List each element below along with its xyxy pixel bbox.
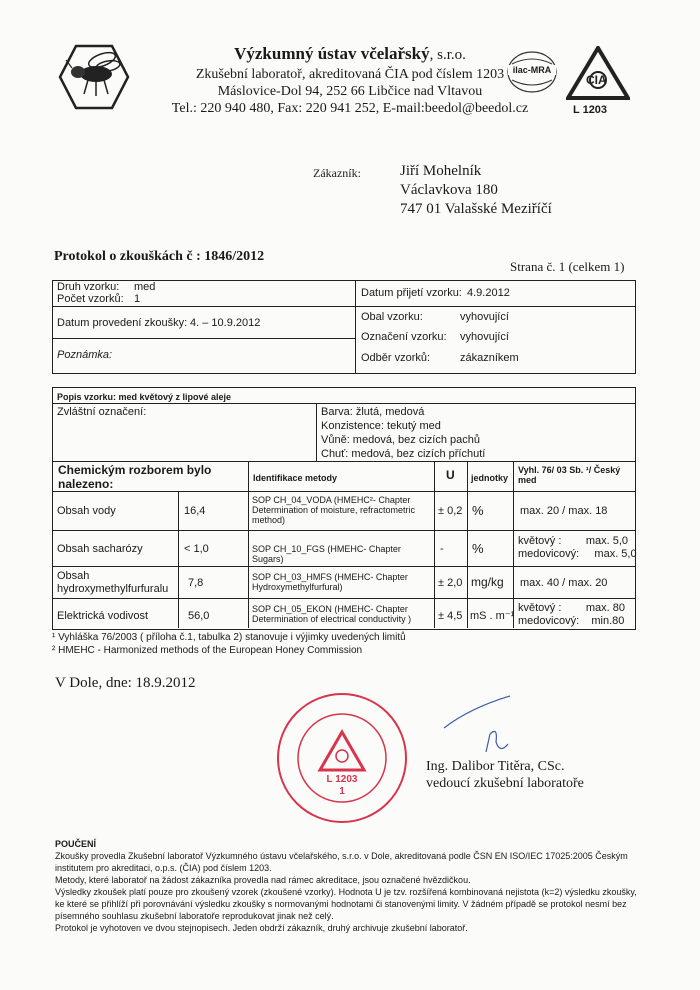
taste-description: Chuť: medová, bez cizích příchutí [321,448,486,460]
result-value: 7,8 [188,577,204,589]
protocol-title: Protokol o zkouškách č : 1846/2012 [54,249,265,264]
accreditation-logo [566,46,630,100]
result-method: SOP CH_03_HMFS (HMEHC- Chapter Hydroxymethylfurfural) [252,572,408,592]
sample-type-value: med [134,281,156,293]
org-line1: Zkušební laboratoř, akreditovaná ČIA pod číslem 1203 [195,67,505,82]
ilac-mra-logo: ilac-MRA [506,50,558,94]
received-date-label: Datum přijetí vzorku: [361,287,462,299]
sample-count-label: Počet vzorků: [57,293,124,305]
test-date-label: Datum provedení zkoušky: [57,317,188,329]
notice-title: POUČENÍ [55,839,97,849]
result-value: < 1,0 [184,543,209,555]
test-date-value: 4. – 10.9.2012 [190,317,261,329]
result-unit: mS . m⁻¹ [470,610,515,622]
result-name: Elektrická vodivost [57,610,149,622]
sample-count-value: 1 [134,293,141,305]
svg-text:CIA: CIA [586,73,607,87]
result-limit: květový : max. 80 [518,602,625,614]
official-stamp [272,688,412,828]
page-number: Strana č. 1 (celkem 1) [510,259,625,274]
footnote-1: ¹ Vyhláška 76/2003 ( příloha č.1, tabulka 2) stanovuje i výjimky uvedených limitů [52,632,406,643]
result-limit: medovicový: min.80 [518,615,625,627]
notice-line: Výsledky zkoušek platí pouze pro zkoušený vzorek (zkoušené vzorky). Hodnota U je tzv. rozšířená kombinovaná nejistota (k=2) výsledku zkoušky, [55,887,637,897]
result-uncertainty: ± 0,2 [438,505,463,517]
pack-value: vyhovující [460,311,509,323]
customer-street: Václavkova 180 [400,182,498,198]
customer-name: Jiří Mohelník [400,163,482,179]
accreditation-number: L 1203 [573,104,608,116]
result-method: SOP CH_04_VODA (HMEHC²- Chapter Determination of moisture, refractometric method) [252,495,416,525]
result-value: 56,0 [188,610,210,622]
result-limit: medovicový: max. 5,0 [518,548,637,560]
result-limit: max. 20 / max. 18 [520,505,608,517]
result-unit: % [472,503,484,518]
result-method: SOP CH_05_EKON (HMEHC- Chapter Determination of electrical conductivity ) [252,604,412,624]
result-unit: mg/kg [471,575,504,589]
place-date: V Dole, dne: 18.9.2012 [55,675,196,691]
stamp-digit: 1 [339,786,345,797]
consistency-description: Konzistence: tekutý med [321,420,441,432]
notice-line: ke které se přihlíží při porovnávání výsledku zkoušky s normovanými hodnotami či stanovenými limity. V žádném případě se protokol nesmí bez [55,899,627,909]
color-description: Barva: žlutá, medová [321,406,425,418]
signatory-role: vedoucí zkušební laboratoře [426,776,584,791]
sample-description: Popis vzorku: med květový z lipové aleje [57,392,232,402]
stamp-number: L 1203 [326,774,358,785]
notice-text [55,850,675,934]
results-header-units: jednotky [471,473,509,483]
result-uncertainty: ± 4,5 [438,610,463,622]
signatory-name: Ing. Dalibor Titěra, CSc. [426,759,565,774]
collection-label: Odběr vzorků: [361,352,431,364]
result-limit: max. 40 / max. 20 [520,577,608,589]
result-name: Obsah sacharózy [57,543,143,555]
result-unit: % [472,541,484,556]
results-header-found: Chemickým rozborem bylo nalezeno: [58,463,212,491]
org-name: Výzkumný ústav včelařský, s.r.o. [234,44,466,63]
result-limit: květový : max. 5,0 [518,535,629,547]
sample-type-label: Druh vzorku: [57,281,120,293]
notice-line: písemného souhlasu zkušební laboratoře reprodukovat jinak než celý. [55,911,334,921]
org-contact: Tel.: 220 940 480, Fax: 220 941 252, E-mail:beedol@beedol.cz [171,101,529,116]
notice-line: institutem pro akreditaci, o.p.s. (ČIA) pod číslem 1203. [55,863,272,873]
result-name: Obsah vody [57,505,116,517]
marking-label: Označení vzorku: [361,331,447,343]
pack-label: Obal vzorku: [361,311,423,323]
note-label: Poznámka: [57,349,113,361]
result-uncertainty: - [440,543,444,555]
notice-line: Zkoušky provedla Zkušební laboratoř Výzkumného ústavu včelařského, s.r.o. v Dole, akreditovaná podle ČSN EN ISO/IEC 17025:2005 Českým [55,851,628,861]
smell-description: Vůně: medová, bez cizích pachů [321,434,480,446]
org-address: Máslovice-Dol 94, 252 66 Libčice nad Vltavou [217,84,483,99]
results-header-limit: Vyhl. 76/ 03 Sb. ¹/ Český med [518,465,621,485]
result-value: 16,4 [184,505,206,517]
marking-value: vyhovující [460,331,509,343]
result-method: SOP CH_10_FGS (HMEHC- Chapter Sugars) [252,544,401,564]
collection-value: zákazníkem [460,352,519,364]
footnote-2: ² HMEHC - Harmonized methods of the European Honey Commission [52,645,363,656]
handwritten-signature [440,690,530,760]
special-marking-label: Zvláštní označení: [57,406,147,418]
results-header-u: U [446,468,455,482]
results-header-method: Identifikace metody [253,473,338,483]
result-uncertainty: ± 2,0 [438,577,463,589]
received-date-value: 4.9.2012 [467,287,510,299]
customer-city: 747 01 Valašské Meziříčí [400,201,552,217]
notice-line: Metody, které laboratoř na žádost zákazníka provedla nad rámec akreditace, jsou označené hvězdičkou. [55,875,471,885]
customer-label: Zákazník: [313,166,361,180]
notice-line: Protokol je vyhotoven ve dvou stejnopisech. Jeden obdrží zákazník, druhý archivuje zkušební laboratoř. [55,923,468,933]
result-name: Obsah hydroxymethylfurfuralu [57,570,169,595]
